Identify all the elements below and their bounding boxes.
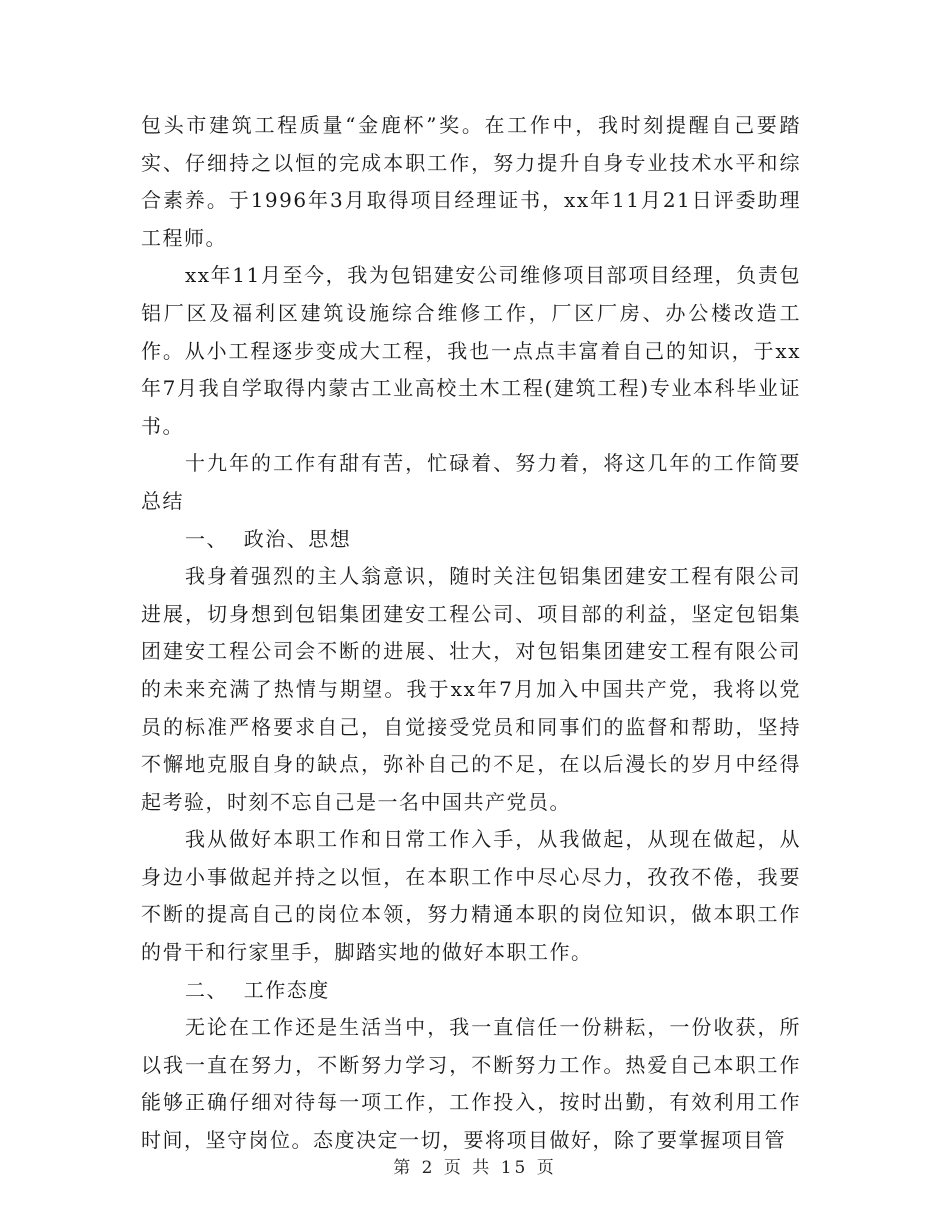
- paragraph: 我身着强烈的主人翁意识，随时关注包铝集团建安工程有限公司进展，切身想到包铝集团建安工程公司、项目部的利益，坚定包铝集团建安工程公司会不断的进展、壮大，对包铝集团建安工程有限公司的未来充满了热情与期望。我于xx年7月加入中国共产党，我将以党员的标准严格要求自己，自觉接受党员和同事们的监督和帮助，坚持不懈地克服自身的缺点，弥补自己的不足，在以后漫长的岁月中经得起考验，时刻不忘自己是一名中国共产党员。: [141, 564, 801, 814]
- section-heading-politics: 一、 政治、思想: [185, 526, 352, 551]
- page-number-footer: 第 2 页 共 15 页: [393, 1158, 557, 1178]
- paragraph: 十九年的工作有甜有苦，忙碌着、努力着，将这几年的工作简要总结: [141, 451, 801, 513]
- document-body: [141, 107, 801, 1160]
- paragraph: 我从做好本职工作和日常工作入手，从我做起，从现在做起，从身边小事做起并持之以恒，在本职工作中尽心尽力，孜孜不倦，我要不断的提高自己的岗位本领，努力精通本职的岗位知识，做本职工作的骨干和行家里手，脚踏实地的做好本职工作。: [141, 827, 801, 965]
- paragraph: 无论在工作还是生活当中，我一直信任一份耕耘，一份收获，所以我一直在努力，不断努力学习，不断努力工作。热爱自己本职工作能够正确仔细对待每一项工作，工作投入，按时出勤，有效利用工作时间，坚守岗位。态度决定一切，要将项目做好，除了要掌握项目管: [141, 1015, 801, 1153]
- paragraph-continued: 包头市建筑工程质量“金鹿杯”奖。在工作中，我时刻提醒自己要踏实、仔细持之以恒的完成本职工作，努力提升自身专业技术水平和综合素养。于1996年3月取得项目经理证书，xx年11月21日评委助理工程师。: [141, 113, 801, 250]
- paragraph: xx年11月至今，我为包铝建安公司维修项目部项目经理，负责包铝厂区及福利区建筑设施综合维修工作，厂区厂房、办公楼改造工作。从小工程逐步变成大工程，我也一点点丰富着自己的知识，于xx年7月我自学取得内蒙古工业高校土木工程(建筑工程)专业本科毕业证书。: [141, 263, 801, 438]
- section-heading-attitude: 二、 工作态度: [185, 977, 330, 1002]
